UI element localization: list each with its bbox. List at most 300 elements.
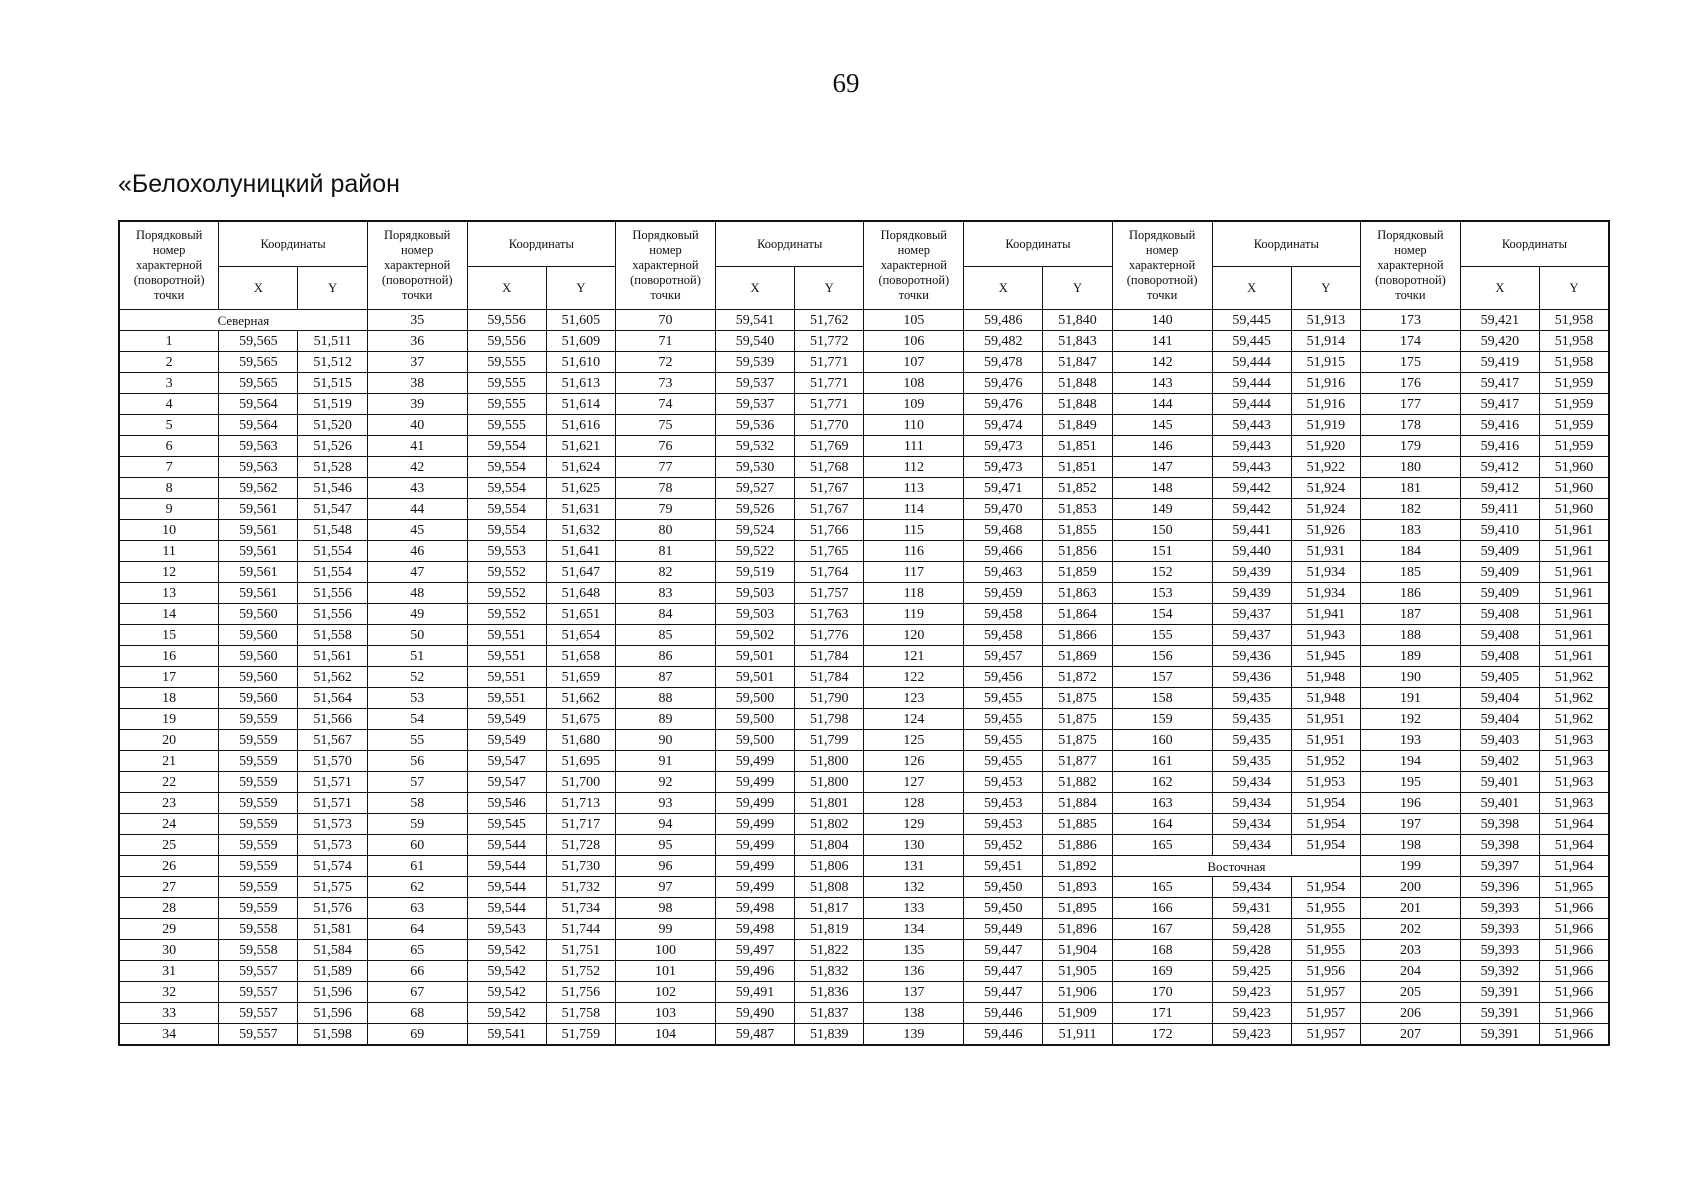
y-cell: 51,962 bbox=[1539, 688, 1609, 709]
y-cell: 51,906 bbox=[1043, 982, 1112, 1003]
point-number-cell: 155 bbox=[1112, 625, 1212, 646]
point-number-cell: 15 bbox=[119, 625, 219, 646]
x-cell: 59,563 bbox=[219, 457, 298, 478]
y-cell: 51,961 bbox=[1539, 541, 1609, 562]
table-row bbox=[119, 688, 1609, 709]
table-row bbox=[119, 982, 1609, 1003]
point-number-cell: 73 bbox=[616, 373, 716, 394]
x-cell: 59,434 bbox=[1212, 877, 1291, 898]
header-y: Y bbox=[298, 267, 367, 310]
y-cell: 51,915 bbox=[1291, 352, 1360, 373]
x-cell: 59,391 bbox=[1460, 982, 1539, 1003]
point-number-cell: 11 bbox=[119, 541, 219, 562]
y-cell: 51,963 bbox=[1539, 751, 1609, 772]
x-cell: 59,556 bbox=[467, 310, 546, 331]
point-number-cell: 34 bbox=[119, 1024, 219, 1046]
x-cell: 59,416 bbox=[1460, 436, 1539, 457]
point-number-cell: 41 bbox=[367, 436, 467, 457]
point-number-cell: 93 bbox=[616, 793, 716, 814]
y-cell: 51,771 bbox=[795, 373, 864, 394]
x-cell: 59,473 bbox=[964, 457, 1043, 478]
x-cell: 59,552 bbox=[467, 562, 546, 583]
y-cell: 51,762 bbox=[795, 310, 864, 331]
point-number-cell: 103 bbox=[616, 1003, 716, 1024]
y-cell: 51,914 bbox=[1291, 331, 1360, 352]
y-cell: 51,920 bbox=[1291, 436, 1360, 457]
point-number-cell: 6 bbox=[119, 436, 219, 457]
x-cell: 59,401 bbox=[1460, 772, 1539, 793]
header-x: X bbox=[219, 267, 298, 310]
x-cell: 59,471 bbox=[964, 478, 1043, 499]
point-number-cell: 102 bbox=[616, 982, 716, 1003]
x-cell: 59,398 bbox=[1460, 835, 1539, 856]
point-number-cell: 160 bbox=[1112, 730, 1212, 751]
x-cell: 59,404 bbox=[1460, 709, 1539, 730]
x-cell: 59,423 bbox=[1212, 1024, 1291, 1046]
point-number-cell: 174 bbox=[1361, 331, 1461, 352]
y-cell: 51,647 bbox=[546, 562, 615, 583]
point-number-cell: 83 bbox=[616, 583, 716, 604]
point-number-cell: 20 bbox=[119, 730, 219, 751]
point-number-cell: 46 bbox=[367, 541, 467, 562]
point-number-cell: 101 bbox=[616, 961, 716, 982]
y-cell: 51,766 bbox=[795, 520, 864, 541]
point-number-cell: 190 bbox=[1361, 667, 1461, 688]
x-cell: 59,555 bbox=[467, 394, 546, 415]
x-cell: 59,435 bbox=[1212, 688, 1291, 709]
y-cell: 51,965 bbox=[1539, 877, 1609, 898]
point-number-cell: 12 bbox=[119, 562, 219, 583]
y-cell: 51,931 bbox=[1291, 541, 1360, 562]
table-row bbox=[119, 940, 1609, 961]
x-cell: 59,554 bbox=[467, 520, 546, 541]
x-cell: 59,565 bbox=[219, 331, 298, 352]
y-cell: 51,886 bbox=[1043, 835, 1112, 856]
y-cell: 51,836 bbox=[795, 982, 864, 1003]
y-cell: 51,610 bbox=[546, 352, 615, 373]
y-cell: 51,808 bbox=[795, 877, 864, 898]
point-number-cell: 146 bbox=[1112, 436, 1212, 457]
y-cell: 51,659 bbox=[546, 667, 615, 688]
y-cell: 51,771 bbox=[795, 394, 864, 415]
y-cell: 51,819 bbox=[795, 919, 864, 940]
point-number-cell: 14 bbox=[119, 604, 219, 625]
point-number-cell: 107 bbox=[864, 352, 964, 373]
y-cell: 51,759 bbox=[546, 1024, 615, 1046]
x-cell: 59,447 bbox=[964, 940, 1043, 961]
x-cell: 59,555 bbox=[467, 415, 546, 436]
point-number-cell: 10 bbox=[119, 520, 219, 541]
y-cell: 51,963 bbox=[1539, 730, 1609, 751]
header-y: Y bbox=[795, 267, 864, 310]
x-cell: 59,450 bbox=[964, 898, 1043, 919]
header-y: Y bbox=[546, 267, 615, 310]
x-cell: 59,537 bbox=[715, 373, 794, 394]
y-cell: 51,802 bbox=[795, 814, 864, 835]
x-cell: 59,544 bbox=[467, 835, 546, 856]
y-cell: 51,832 bbox=[795, 961, 864, 982]
point-number-cell: 40 bbox=[367, 415, 467, 436]
x-cell: 59,536 bbox=[715, 415, 794, 436]
x-cell: 59,402 bbox=[1460, 751, 1539, 772]
x-cell: 59,446 bbox=[964, 1003, 1043, 1024]
x-cell: 59,435 bbox=[1212, 730, 1291, 751]
y-cell: 51,875 bbox=[1043, 730, 1112, 751]
x-cell: 59,549 bbox=[467, 730, 546, 751]
y-cell: 51,954 bbox=[1291, 835, 1360, 856]
x-cell: 59,559 bbox=[219, 793, 298, 814]
y-cell: 51,966 bbox=[1539, 961, 1609, 982]
point-number-cell: 165 bbox=[1112, 877, 1212, 898]
table-row bbox=[119, 1003, 1609, 1024]
y-cell: 51,952 bbox=[1291, 751, 1360, 772]
point-number-cell: 113 bbox=[864, 478, 964, 499]
y-cell: 51,695 bbox=[546, 751, 615, 772]
y-cell: 51,520 bbox=[298, 415, 367, 436]
point-number-cell: 145 bbox=[1112, 415, 1212, 436]
y-cell: 51,945 bbox=[1291, 646, 1360, 667]
point-number-cell: 82 bbox=[616, 562, 716, 583]
x-cell: 59,412 bbox=[1460, 457, 1539, 478]
point-number-cell: 71 bbox=[616, 331, 716, 352]
y-cell: 51,959 bbox=[1539, 394, 1609, 415]
x-cell: 59,437 bbox=[1212, 625, 1291, 646]
x-cell: 59,444 bbox=[1212, 352, 1291, 373]
y-cell: 51,856 bbox=[1043, 541, 1112, 562]
point-number-cell: 72 bbox=[616, 352, 716, 373]
x-cell: 59,434 bbox=[1212, 814, 1291, 835]
header-coordinates: Координаты bbox=[219, 221, 368, 267]
y-cell: 51,875 bbox=[1043, 709, 1112, 730]
x-cell: 59,499 bbox=[715, 835, 794, 856]
y-cell: 51,556 bbox=[298, 583, 367, 604]
x-cell: 59,530 bbox=[715, 457, 794, 478]
table-row bbox=[119, 877, 1609, 898]
y-cell: 51,961 bbox=[1539, 625, 1609, 646]
x-cell: 59,501 bbox=[715, 667, 794, 688]
y-cell: 51,951 bbox=[1291, 709, 1360, 730]
x-cell: 59,393 bbox=[1460, 898, 1539, 919]
y-cell: 51,948 bbox=[1291, 667, 1360, 688]
y-cell: 51,869 bbox=[1043, 646, 1112, 667]
point-number-cell: 26 bbox=[119, 856, 219, 877]
coordinates-table bbox=[118, 220, 1610, 1046]
x-cell: 59,447 bbox=[964, 961, 1043, 982]
x-cell: 59,410 bbox=[1460, 520, 1539, 541]
point-number-cell: 165 bbox=[1112, 835, 1212, 856]
x-cell: 59,560 bbox=[219, 667, 298, 688]
y-cell: 51,564 bbox=[298, 688, 367, 709]
x-cell: 59,490 bbox=[715, 1003, 794, 1024]
point-number-cell: 85 bbox=[616, 625, 716, 646]
y-cell: 51,954 bbox=[1291, 814, 1360, 835]
x-cell: 59,557 bbox=[219, 1024, 298, 1046]
point-number-cell: 162 bbox=[1112, 772, 1212, 793]
point-number-cell: 74 bbox=[616, 394, 716, 415]
x-cell: 59,404 bbox=[1460, 688, 1539, 709]
y-cell: 51,875 bbox=[1043, 688, 1112, 709]
point-number-cell: 13 bbox=[119, 583, 219, 604]
y-cell: 51,851 bbox=[1043, 457, 1112, 478]
x-cell: 59,519 bbox=[715, 562, 794, 583]
table-row bbox=[119, 373, 1609, 394]
x-cell: 59,524 bbox=[715, 520, 794, 541]
x-cell: 59,562 bbox=[219, 478, 298, 499]
point-number-cell: 199 bbox=[1361, 856, 1461, 877]
x-cell: 59,409 bbox=[1460, 583, 1539, 604]
point-number-cell: 77 bbox=[616, 457, 716, 478]
point-number-cell: 136 bbox=[864, 961, 964, 982]
x-cell: 59,561 bbox=[219, 520, 298, 541]
x-cell: 59,546 bbox=[467, 793, 546, 814]
y-cell: 51,953 bbox=[1291, 772, 1360, 793]
y-cell: 51,571 bbox=[298, 772, 367, 793]
point-number-cell: 61 bbox=[367, 856, 467, 877]
point-number-cell: 55 bbox=[367, 730, 467, 751]
point-number-cell: 111 bbox=[864, 436, 964, 457]
x-cell: 59,431 bbox=[1212, 898, 1291, 919]
x-cell: 59,417 bbox=[1460, 394, 1539, 415]
x-cell: 59,542 bbox=[467, 982, 546, 1003]
y-cell: 51,960 bbox=[1539, 478, 1609, 499]
x-cell: 59,409 bbox=[1460, 541, 1539, 562]
y-cell: 51,752 bbox=[546, 961, 615, 982]
x-cell: 59,554 bbox=[467, 436, 546, 457]
x-cell: 59,412 bbox=[1460, 478, 1539, 499]
x-cell: 59,498 bbox=[715, 919, 794, 940]
y-cell: 51,700 bbox=[546, 772, 615, 793]
x-cell: 59,558 bbox=[219, 940, 298, 961]
point-number-cell: 44 bbox=[367, 499, 467, 520]
x-cell: 59,497 bbox=[715, 940, 794, 961]
x-cell: 59,408 bbox=[1460, 646, 1539, 667]
y-cell: 51,961 bbox=[1539, 583, 1609, 604]
y-cell: 51,963 bbox=[1539, 793, 1609, 814]
x-cell: 59,553 bbox=[467, 541, 546, 562]
header-point-number: Порядковый номер характерной (поворотной) точки bbox=[616, 221, 716, 310]
y-cell: 51,941 bbox=[1291, 604, 1360, 625]
x-cell: 59,416 bbox=[1460, 415, 1539, 436]
x-cell: 59,558 bbox=[219, 919, 298, 940]
x-cell: 59,561 bbox=[219, 583, 298, 604]
x-cell: 59,486 bbox=[964, 310, 1043, 331]
header-x: X bbox=[964, 267, 1043, 310]
y-cell: 51,964 bbox=[1539, 835, 1609, 856]
x-cell: 59,559 bbox=[219, 835, 298, 856]
x-cell: 59,527 bbox=[715, 478, 794, 499]
point-number-cell: 32 bbox=[119, 982, 219, 1003]
x-cell: 59,500 bbox=[715, 688, 794, 709]
point-number-cell: 70 bbox=[616, 310, 716, 331]
point-number-cell: 182 bbox=[1361, 499, 1461, 520]
x-cell: 59,423 bbox=[1212, 982, 1291, 1003]
y-cell: 51,512 bbox=[298, 352, 367, 373]
y-cell: 51,571 bbox=[298, 793, 367, 814]
point-number-cell: 21 bbox=[119, 751, 219, 772]
x-cell: 59,499 bbox=[715, 814, 794, 835]
x-cell: 59,411 bbox=[1460, 499, 1539, 520]
point-number-cell: 66 bbox=[367, 961, 467, 982]
table-row bbox=[119, 772, 1609, 793]
x-cell: 59,559 bbox=[219, 814, 298, 835]
point-number-cell: 181 bbox=[1361, 478, 1461, 499]
x-cell: 59,561 bbox=[219, 541, 298, 562]
point-number-cell: 202 bbox=[1361, 919, 1461, 940]
y-cell: 51,863 bbox=[1043, 583, 1112, 604]
x-cell: 59,544 bbox=[467, 898, 546, 919]
point-number-cell: 153 bbox=[1112, 583, 1212, 604]
x-cell: 59,476 bbox=[964, 394, 1043, 415]
point-number-cell: 200 bbox=[1361, 877, 1461, 898]
y-cell: 51,581 bbox=[298, 919, 367, 940]
x-cell: 59,408 bbox=[1460, 625, 1539, 646]
x-cell: 59,447 bbox=[964, 982, 1043, 1003]
y-cell: 51,798 bbox=[795, 709, 864, 730]
y-cell: 51,859 bbox=[1043, 562, 1112, 583]
y-cell: 51,839 bbox=[795, 1024, 864, 1046]
y-cell: 51,960 bbox=[1539, 499, 1609, 520]
point-number-cell: 205 bbox=[1361, 982, 1461, 1003]
y-cell: 51,864 bbox=[1043, 604, 1112, 625]
y-cell: 51,957 bbox=[1291, 1024, 1360, 1046]
x-cell: 59,392 bbox=[1460, 961, 1539, 982]
header-point-number: Порядковый номер характерной (поворотной) точки bbox=[1361, 221, 1461, 310]
y-cell: 51,605 bbox=[546, 310, 615, 331]
point-number-cell: 152 bbox=[1112, 562, 1212, 583]
x-cell: 59,555 bbox=[467, 373, 546, 394]
x-cell: 59,393 bbox=[1460, 940, 1539, 961]
x-cell: 59,564 bbox=[219, 394, 298, 415]
x-cell: 59,478 bbox=[964, 352, 1043, 373]
point-number-cell: 96 bbox=[616, 856, 716, 877]
point-number-cell: 75 bbox=[616, 415, 716, 436]
point-number-cell: 36 bbox=[367, 331, 467, 352]
point-number-cell: 148 bbox=[1112, 478, 1212, 499]
point-number-cell: 154 bbox=[1112, 604, 1212, 625]
x-cell: 59,468 bbox=[964, 520, 1043, 541]
y-cell: 51,575 bbox=[298, 877, 367, 898]
y-cell: 51,765 bbox=[795, 541, 864, 562]
x-cell: 59,453 bbox=[964, 772, 1043, 793]
x-cell: 59,442 bbox=[1212, 499, 1291, 520]
y-cell: 51,962 bbox=[1539, 709, 1609, 730]
table-row bbox=[119, 352, 1609, 373]
y-cell: 51,548 bbox=[298, 520, 367, 541]
point-number-cell: 188 bbox=[1361, 625, 1461, 646]
point-number-cell: 88 bbox=[616, 688, 716, 709]
point-number-cell: 129 bbox=[864, 814, 964, 835]
x-cell: 59,564 bbox=[219, 415, 298, 436]
y-cell: 51,911 bbox=[1043, 1024, 1112, 1046]
point-number-cell: 132 bbox=[864, 877, 964, 898]
x-cell: 59,559 bbox=[219, 856, 298, 877]
x-cell: 59,560 bbox=[219, 604, 298, 625]
x-cell: 59,522 bbox=[715, 541, 794, 562]
point-number-cell: 89 bbox=[616, 709, 716, 730]
y-cell: 51,680 bbox=[546, 730, 615, 751]
y-cell: 51,849 bbox=[1043, 415, 1112, 436]
point-number-cell: 198 bbox=[1361, 835, 1461, 856]
y-cell: 51,959 bbox=[1539, 415, 1609, 436]
x-cell: 59,455 bbox=[964, 688, 1043, 709]
y-cell: 51,964 bbox=[1539, 814, 1609, 835]
y-cell: 51,757 bbox=[795, 583, 864, 604]
y-cell: 51,847 bbox=[1043, 352, 1112, 373]
point-number-cell: 99 bbox=[616, 919, 716, 940]
x-cell: 59,551 bbox=[467, 646, 546, 667]
x-cell: 59,408 bbox=[1460, 604, 1539, 625]
point-number-cell: 22 bbox=[119, 772, 219, 793]
y-cell: 51,770 bbox=[795, 415, 864, 436]
x-cell: 59,434 bbox=[1212, 793, 1291, 814]
point-number-cell: 194 bbox=[1361, 751, 1461, 772]
x-cell: 59,502 bbox=[715, 625, 794, 646]
point-number-cell: 191 bbox=[1361, 688, 1461, 709]
y-cell: 51,624 bbox=[546, 457, 615, 478]
point-number-cell: 1 bbox=[119, 331, 219, 352]
header-coordinates: Координаты bbox=[1212, 221, 1361, 267]
y-cell: 51,892 bbox=[1043, 856, 1112, 877]
point-number-cell: 187 bbox=[1361, 604, 1461, 625]
point-number-cell: 170 bbox=[1112, 982, 1212, 1003]
table-row bbox=[119, 541, 1609, 562]
y-cell: 51,573 bbox=[298, 835, 367, 856]
point-number-cell: 78 bbox=[616, 478, 716, 499]
x-cell: 59,551 bbox=[467, 688, 546, 709]
x-cell: 59,458 bbox=[964, 604, 1043, 625]
x-cell: 59,391 bbox=[1460, 1024, 1539, 1046]
point-number-cell: 175 bbox=[1361, 352, 1461, 373]
x-cell: 59,551 bbox=[467, 667, 546, 688]
y-cell: 51,909 bbox=[1043, 1003, 1112, 1024]
x-cell: 59,554 bbox=[467, 478, 546, 499]
point-number-cell: 140 bbox=[1112, 310, 1212, 331]
y-cell: 51,954 bbox=[1291, 877, 1360, 898]
y-cell: 51,934 bbox=[1291, 562, 1360, 583]
table-row bbox=[119, 310, 1609, 331]
point-number-cell: 109 bbox=[864, 394, 964, 415]
y-cell: 51,764 bbox=[795, 562, 864, 583]
point-number-cell: 42 bbox=[367, 457, 467, 478]
header-x: X bbox=[715, 267, 794, 310]
header-x: X bbox=[1460, 267, 1539, 310]
point-number-cell: 81 bbox=[616, 541, 716, 562]
x-cell: 59,453 bbox=[964, 793, 1043, 814]
table-row bbox=[119, 814, 1609, 835]
point-number-cell: 38 bbox=[367, 373, 467, 394]
x-cell: 59,482 bbox=[964, 331, 1043, 352]
x-cell: 59,555 bbox=[467, 352, 546, 373]
y-cell: 51,632 bbox=[546, 520, 615, 541]
y-cell: 51,589 bbox=[298, 961, 367, 982]
section-label: Северная bbox=[119, 310, 367, 331]
x-cell: 59,559 bbox=[219, 898, 298, 919]
table-row bbox=[119, 835, 1609, 856]
point-number-cell: 28 bbox=[119, 898, 219, 919]
point-number-cell: 2 bbox=[119, 352, 219, 373]
x-cell: 59,439 bbox=[1212, 583, 1291, 604]
y-cell: 51,905 bbox=[1043, 961, 1112, 982]
y-cell: 51,955 bbox=[1291, 919, 1360, 940]
y-cell: 51,658 bbox=[546, 646, 615, 667]
x-cell: 59,491 bbox=[715, 982, 794, 1003]
point-number-cell: 118 bbox=[864, 583, 964, 604]
point-number-cell: 180 bbox=[1361, 457, 1461, 478]
point-number-cell: 76 bbox=[616, 436, 716, 457]
y-cell: 51,951 bbox=[1291, 730, 1360, 751]
point-number-cell: 64 bbox=[367, 919, 467, 940]
x-cell: 59,543 bbox=[467, 919, 546, 940]
